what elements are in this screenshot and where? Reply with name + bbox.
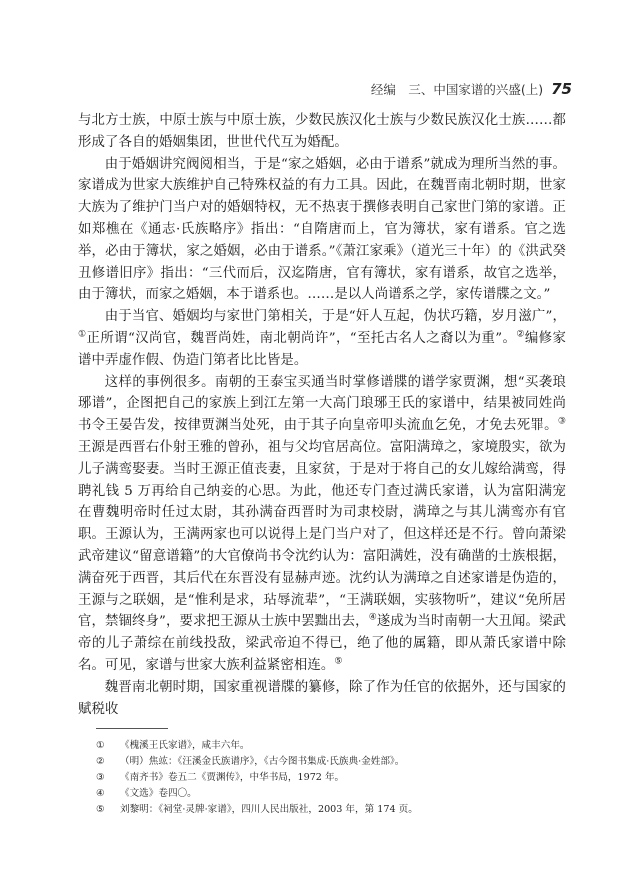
footnote-text: 刘黎明：《祠堂·灵牌·家谱》，四川人民出版社，2003 年，第 174 页。	[120, 804, 418, 815]
paragraph-text: 编修家谱中弄虚作假、伪造门第者比比皆是。	[78, 330, 566, 368]
footnote-item	[96, 738, 566, 754]
footnotes	[96, 738, 566, 818]
body-text	[78, 110, 566, 720]
paragraph-text: 这样的事例很多。南朝的王泰宝买通当时掌修谱牒的谱学家贾渊，想“买袭琅琊谱”，企图把自己的家族上到江左第一大高门琅琊王氏的家谱中，结果被同姓尚书令王晏告发，按律贾渊当处死，由于其子向皇帝叩头流血乞免，才免去死罪。	[78, 374, 566, 434]
footnote-item	[96, 754, 566, 770]
footnote-item	[96, 802, 566, 818]
footnote-mark: ③	[96, 772, 105, 783]
footnote-text: 《南齐书》卷五二《贾渊传》，中华书局，1972 年。	[120, 772, 345, 783]
paragraph	[78, 677, 566, 721]
paragraph-text: 王源是西晋右仆射王雅的曾孙，祖与父均官居高位。富阳满璋之，家境殷实，欲为儿子满鸾娶妻。当时王源正值丧妻，且家贫，于是对于将自己的女儿嫁给满鸾，得聘礼钱 5 万再给自己纳妾的心思。为此，他还专门查过满氏家谱，认为富阳满宠在曹魏明帝时任过太尉，其孙满奋西晋时为司隶校尉，满璋之与其儿满鸾亦有官职。王源认为，王满两家也可以说得上是门当户对了，但这样还是不行。曾向萧梁武帝建议“留意谱籍”的大官僚尚书令沈约认为：富阳满姓，没有确凿的士族根据，满奋死于西晋，其后代在东晋没有显赫声迹。沈约认为满璋之自述家谱是伪造的，王源与之联姻，是“惟利是求，玷辱流辈”，“王满联姻，实骇物听”，建议“免所居官，禁锢终身”，要求把王源从士族中罢黜出去，	[78, 439, 566, 630]
paragraph-text: 与北方士族，中原士族与中原士族，少数民族汉化士族与少数民族汉化士族……都形成了各自的婚姻集团，世世代代互为婚配。	[78, 113, 566, 150]
running-header	[60, 80, 572, 98]
footnote-item	[96, 770, 566, 786]
paragraph	[78, 306, 566, 371]
footnote-item	[96, 786, 566, 802]
paragraph	[78, 372, 566, 677]
footnote-mark: ①	[96, 740, 105, 751]
running-title: 经编 三、中国家谱的兴盛(上)	[370, 82, 544, 97]
paragraph-text: 魏晋南北朝时期，国家重视谱牒的纂修，除了作为任官的依据外，还与国家的赋税收	[78, 679, 566, 717]
paragraph-text: 由于当官、婚姻均与家世门第相关，于是“奸人互起，伪状巧籍，岁月滋广”，	[104, 309, 566, 325]
paragraph	[78, 154, 566, 307]
footnote-text: 《文选》卷四〇。	[120, 788, 197, 799]
paragraph-text: 由于婚姻讲究阀阅相当，于是“家之婚姻，必由于谱系”就成为理所当然的事。家谱成为世家大族维护自己特殊权益的有力工具。因此，在魏晋南北朝时期，世家大族为了维护门当户对的婚姻特权，无不热衷于撰修表明自己家世门第的家谱。正如郑樵在《通志·氏族略序》指出：“自隋唐而上，官为簿状，家有谱系。官之选举，必由于簿状，家之婚姻，必由于谱系。”《萧江家乘》（道光三十年）的《洪武癸丑修谱旧序》指出：“三代而后，汉迄隋唐，官有簿状，家有谱系，故官之选举，由于簿状，而家之婚姻，本于谱系也。……是以人尚谱系之学，家传谱牒之文。”	[78, 156, 566, 303]
footnote-ref: ①	[78, 329, 87, 340]
footnote-text: 《槐溪王氏家谱》，咸丰六年。	[120, 740, 250, 751]
footnote-ref: ⑤	[334, 656, 343, 667]
footnote-text: （明）焦竑：《汪溪金氏族谱序》，《古今图书集成·氏族典·金姓部》。	[120, 756, 405, 767]
footnote-mark: ④	[96, 788, 105, 799]
footnote-mark: ②	[96, 756, 105, 767]
footnote-ref: ③	[557, 416, 566, 427]
footnote-mark: ⑤	[96, 804, 105, 815]
paragraph-text: 遂成为当时南朝一大丑闻。梁武帝的儿子萧综在前线投敌，梁武帝迫不得已，绝了他的属籍，即从萧氏家谱中除名。可见，家谱与世家大族利益紧密相连。	[78, 614, 567, 673]
footnote-ref: ④	[368, 612, 377, 623]
paragraph	[78, 110, 566, 154]
paragraph-text: 正所谓“汉尚官，魏晋尚姓，南北朝尚许”，“至托古名人之裔以为重”。	[86, 330, 517, 346]
footnote-ref: ②	[516, 329, 525, 340]
page-number: 75	[551, 80, 572, 98]
footnote-rule	[96, 728, 168, 729]
